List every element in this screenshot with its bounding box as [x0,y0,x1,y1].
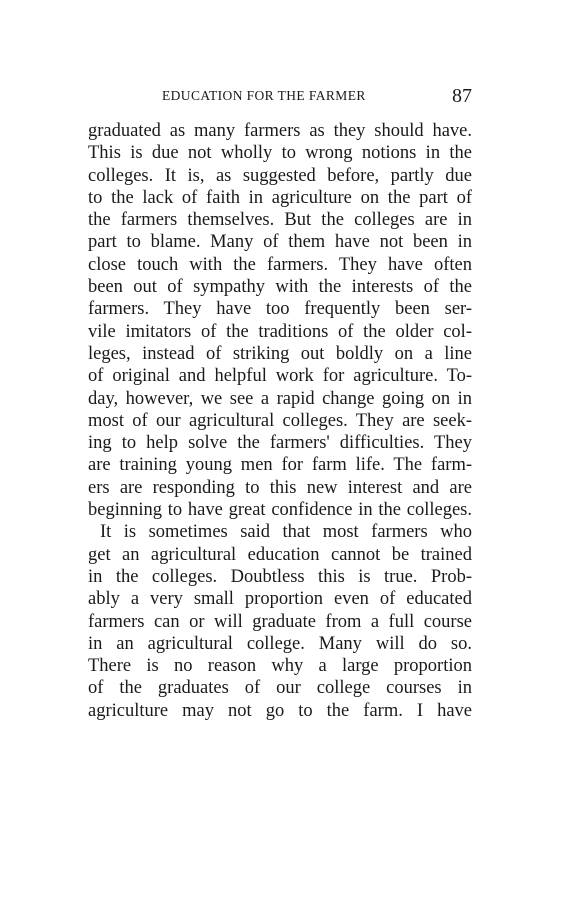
text-line: ing to help solve the farmers' difficulties. They [88,433,472,454]
text-line: in the colleges. Doubtless this is true. Prob- [88,566,472,587]
text-line: farmers. They have too frequently been ser- [88,299,472,320]
text-line: farmers can or will graduate from a full course [88,611,472,632]
text-line: of the graduates of our college courses in [88,678,472,699]
text-line: most of our agricultural colleges. They are seek- [88,410,472,431]
text-line: in an agricultural college. Many will do so. [88,633,472,654]
text-line: to the lack of faith in agriculture on the part of [88,187,472,208]
text-line: colleges. It is, as suggested before, partly due [88,165,472,186]
text-line: part to blame. Many of them have not been in [88,232,472,253]
text-line: There is no reason why a large proportion [88,656,472,677]
text-line: of original and helpful work for agriculture. To- [88,366,472,387]
text-line: close touch with the farmers. They have often [88,254,472,275]
text-line: get an agricultural education cannot be trained [88,544,472,565]
text-line: ably a very small proportion even of educated [88,589,472,610]
text-line: day, however, we see a rapid change going on in [88,388,472,409]
page-number: 87 [452,85,472,107]
running-head-title: EDUCATION FOR THE FARMER [162,88,366,103]
text-line: the farmers themselves. But the colleges are in [88,210,472,231]
text-line: vile imitators of the traditions of the older col- [88,321,472,342]
text-line: leges, instead of striking out boldly on a line [88,343,472,364]
text-line: graduated as many farmers as they should have. [88,121,472,141]
body-text [88,120,472,722]
running-head [88,86,472,110]
text-line: This is due not wholly to wrong notions in the [88,143,472,164]
text-line: beginning to have great confidence in the colleges. [88,500,472,521]
text-line: been out of sympathy with the interests of the [88,277,472,298]
text-line: are training young men for farm life. The farm- [88,455,472,476]
text-line: ers are responding to this new interest and are [88,477,472,498]
text-line: agriculture may not go to the farm. I have [88,700,472,721]
paragraph-first-line: It is sometimes said that most farmers who [100,522,472,543]
